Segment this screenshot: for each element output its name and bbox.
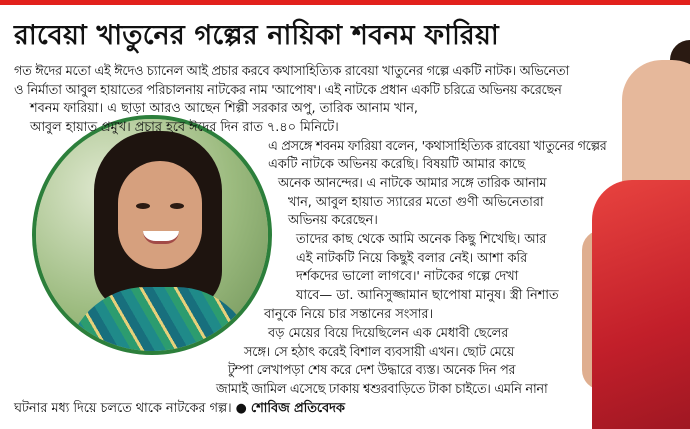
body-line: টুম্পা লেখাপড়া শেষ করে দেশ উদ্ধারে ব্যস্ত। অনেক দিন পর [228, 363, 516, 378]
body-line-final-text: ঘটনার মধ্য দিয়ে চলতে থাকে নাটকের গল্প। [14, 401, 232, 416]
body-line: গত ঈদের মতো এই ঈদেও চ্যানেল আই প্রচার করবে কথাসাহিত্যিক রাবেয়া খাতুনের গল্পে একটি নাটক। অভিনেতা [14, 64, 569, 79]
body-line: শবনম ফারিয়া। এ ছাড়া আরও আছেন শিল্পী সরকার অপু, তারিক আনাম খান, [30, 101, 418, 116]
actress-portrait-photo [32, 115, 272, 355]
body-line: খান, আবুল হায়াত স্যারের মতো গুণী অভিনেতারা [288, 195, 544, 210]
body-line: দর্শকদের ভালো লাগবে।' নাটকের গল্পে দেখা [296, 269, 519, 284]
body-line: আবুল হায়াত প্রমুখ। প্রচার হবে ঈদের দিন রাত ৭.৪০ মিনিটে। [30, 120, 339, 135]
body-line: বানুকে নিয়ে চার সন্তানের সংসার। [264, 307, 434, 322]
body-line: একটি নাটকে অভিনয় করেছি। বিষয়টি আমার কাছে [268, 157, 526, 172]
byline-bullet: ● [235, 401, 247, 416]
body-line: অনেক আনন্দের। এ নাটকে আমার সঙ্গে তারিক আনাম [278, 176, 547, 191]
body-line: এই নাটকটি নিয়ে কিছুই বলার নেই। আশা করি [296, 251, 528, 266]
body-line: সঙ্গে। সে হঠাৎ করেই বিশাল ব্যবসায়ী এখন। ছোট মেয়ে [244, 345, 515, 360]
body-line: ও নির্মাতা আবুল হায়াতের পরিচালনায় নাটকের নাম 'আপোষ'। এই নাটকে প্রধান একটি চরিত্রে অভিনয় করেছেন [14, 83, 562, 98]
body-line: জামাই জামিল এসেছে ঢাকায় শ্বশুরবাড়িতে টাকা চাইতে। এমনি নানা [216, 382, 548, 397]
body-line: অভিনয় করেছেন। [288, 213, 378, 228]
actress-red-dress-photo [582, 40, 690, 429]
body-line: তাদের কাছ থেকে আমি অনেক কিছু শিখেছি। আর [296, 232, 547, 247]
body-line: বড় মেয়ের বিয়ে দিয়েছিলেন এক মেধাবী ছেলের [268, 326, 509, 341]
body-line-final [14, 400, 345, 417]
headline: রাবেয়া খাতুনের গল্পের নায়িকা শবনম ফারিয়া [14, 20, 499, 51]
body-line: এ প্রসঙ্গে শবনম ফারিয়া বলেন, 'কথাসাহিত্যিক রাবেয়া খাতুনের গল্পের [268, 139, 607, 154]
top-accent-rule [0, 0, 690, 5]
body-line: যাবে— ডা. আনিসুজ্জামান ছাপোষা মানুষ। স্ত্রী নিশাত [296, 288, 559, 303]
byline: শোবিজ প্রতিবেদক [250, 401, 345, 416]
